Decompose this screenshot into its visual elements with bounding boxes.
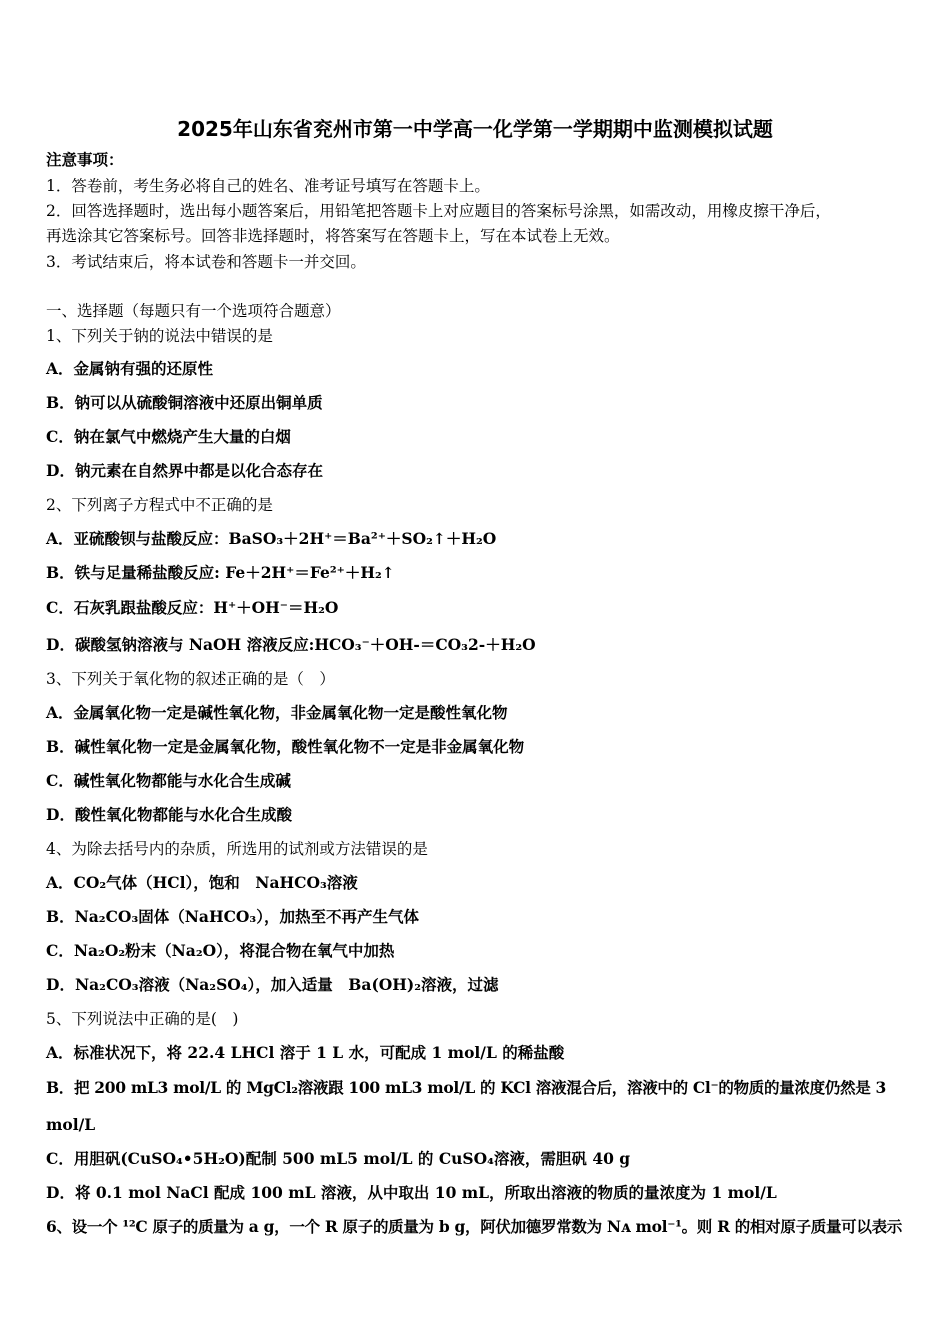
option: B．钠可以从硫酸铜溶液中还原出铜单质 <box>46 393 323 412</box>
notice-item: 再选涂其它答案标号。回答非选择题时，将答案写在答题卡上，写在本试卷上无效。 <box>46 227 620 245</box>
notice-heading: 注意事项： <box>46 150 124 169</box>
question-stem: 4、为除去括号内的杂质，所选用的试剂或方法错误的是 <box>46 840 428 858</box>
option: A．金属氧化物一定是碱性氧化物，非金属氧化物一定是酸性氧化物 <box>46 703 508 722</box>
option: C．碱性氧化物都能与水化合生成碱 <box>46 771 291 790</box>
option: B．把 200 mL3 mol/L 的 MgCl₂溶液跟 100 mL3 mol/L 的 KCl 溶液混合后，溶液中的 Cl⁻的物质的量浓度仍然是 3 <box>46 1078 886 1097</box>
section-heading: 一、选择题（每题只有一个选项符合题意） <box>46 302 341 320</box>
option: D．酸性氧化物都能与水化合生成酸 <box>46 805 292 824</box>
option: A．CO₂气体（HCl），饱和 NaHCO₃溶液 <box>46 873 358 892</box>
option: C．钠在氯气中燃烧产生大量的白烟 <box>46 427 291 446</box>
notice-item: 2．回答选择题时，选出每小题答案后，用铅笔把答题卡上对应题目的答案标号涂黑，如需改动，用橡皮擦干净后， <box>46 202 831 220</box>
option: A．金属钠有强的还原性 <box>46 359 214 378</box>
notice-item: 1．答卷前，考生务必将自己的姓名、准考证号填写在答题卡上。 <box>46 177 490 195</box>
option: D．钠元素在自然界中都是以化合态存在 <box>46 461 323 480</box>
option-continuation: mol/L <box>46 1115 96 1134</box>
question-stem: 6、设一个 ¹²C 原子的质量为 a g，一个 R 原子的质量为 b g，阿伏加德罗常数为 Nᴀ mol⁻¹。则 R 的相对原子质量可以表示 <box>46 1217 902 1236</box>
option: D．Na₂CO₃溶液（Na₂SO₄），加入适量 Ba(OH)₂溶液，过滤 <box>46 975 499 994</box>
option: C．石灰乳跟盐酸反应：H⁺＋OH⁻＝H₂O <box>46 598 339 617</box>
option: B．碱性氧化物一定是金属氧化物，酸性氧化物不一定是非金属氧化物 <box>46 737 525 756</box>
option: D．将 0.1 mol NaCl 配成 100 mL 溶液，从中取出 10 mL，所取出溶液的物质的量浓度为 1 mol/L <box>46 1183 777 1202</box>
question-stem: 5、下列说法中正确的是( ) <box>46 1010 239 1028</box>
option: A．标准状况下，将 22.4 LHCl 溶于 1 L 水，可配成 1 mol/L 的稀盐酸 <box>46 1043 565 1062</box>
option: B．Na₂CO₃固体（NaHCO₃），加热至不再产生气体 <box>46 907 419 926</box>
page-title: 2025年山东省兖州市第一中学高一化学第一学期期中监测模拟试题 <box>177 117 773 141</box>
option: C．Na₂O₂粉末（Na₂O），将混合物在氧气中加热 <box>46 941 395 960</box>
question-stem: 2、下列离子方程式中不正确的是 <box>46 496 273 514</box>
option: D．碳酸氢钠溶液与 NaOH 溶液反应:HCO₃⁻＋OH-＝CO₃2-＋H₂O <box>46 635 536 654</box>
question-stem: 3、下列关于氧化物的叙述正确的是（ ） <box>46 670 335 688</box>
option: C．用胆矾(CuSO₄•5H₂O)配制 500 mL5 mol/L 的 CuSO₄溶液，需胆矾 40 g <box>46 1149 631 1168</box>
notice-item: 3．考试结束后，将本试卷和答题卡一并交回。 <box>46 253 366 271</box>
option: B．铁与足量稀盐酸反应: Fe＋2H⁺＝Fe²⁺＋H₂↑ <box>46 563 395 582</box>
option: A．亚硫酸钡与盐酸反应：BaSO₃＋2H⁺＝Ba²⁺＋SO₂↑＋H₂O <box>46 529 497 548</box>
question-stem: 1、下列关于钠的说法中错误的是 <box>46 327 273 345</box>
